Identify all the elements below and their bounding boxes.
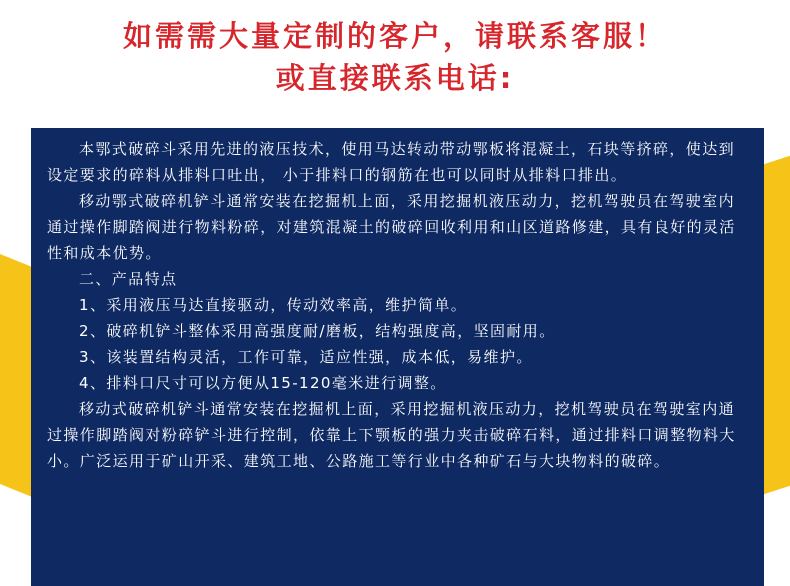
feature-item: 1、采用液压马达直接驱动，传动效率高，维护简单。 [79, 296, 468, 314]
feature-item: 4、排料口尺寸可以方便从15-120毫米进行调整。 [79, 374, 447, 392]
closing-paragraph: 移动式破碎机铲斗通常安装在挖掘机上面，采用挖掘机液压动力，挖机驾驶员在驾驶室内通过操作脚踏阀对粉碎铲斗进行控制，依靠上下颚板的强力夹击破碎石料，通过排料口调整物料大小。广泛运用于矿山开采、建筑工地、公路施工等行业中各种矿石与大块物料的破碎。 [47, 400, 736, 470]
decorative-stripe-left [0, 250, 35, 498]
headline-custom-order: 如需需大量定制的客户，请联系客服！ [122, 19, 667, 53]
headline-contact-phone: 或直接联系电话: [275, 61, 515, 95]
feature-item: 2、破碎机铲斗整体采用高强度耐/磨板，结构强度高，坚固耐用。 [79, 322, 556, 340]
product-description-panel [31, 128, 764, 586]
features-heading: 二、产品特点 [79, 270, 178, 288]
intro-paragraph: 本鄂式破碎斗采用先进的液压技术，使用马达转动带动鄂板将混凝土，石块等挤碎，使达到设定要求的碎料从排料口吐出， 小于排料口的钢筋在也可以同时从排料口排出。 [47, 140, 736, 184]
usage-paragraph: 移动鄂式破碎机铲斗通常安装在挖掘机上面，采用挖掘机液压动力，挖机驾驶员在驾驶室内通过操作脚踏阀进行物料粉碎，对建筑混凝土的破碎回收利用和山区道路修建，具有良好的灵活性和成本优势。 [47, 192, 736, 262]
feature-item: 3、该装置结构灵活，工作可靠，适应性强，成本低，易维护。 [79, 348, 533, 366]
